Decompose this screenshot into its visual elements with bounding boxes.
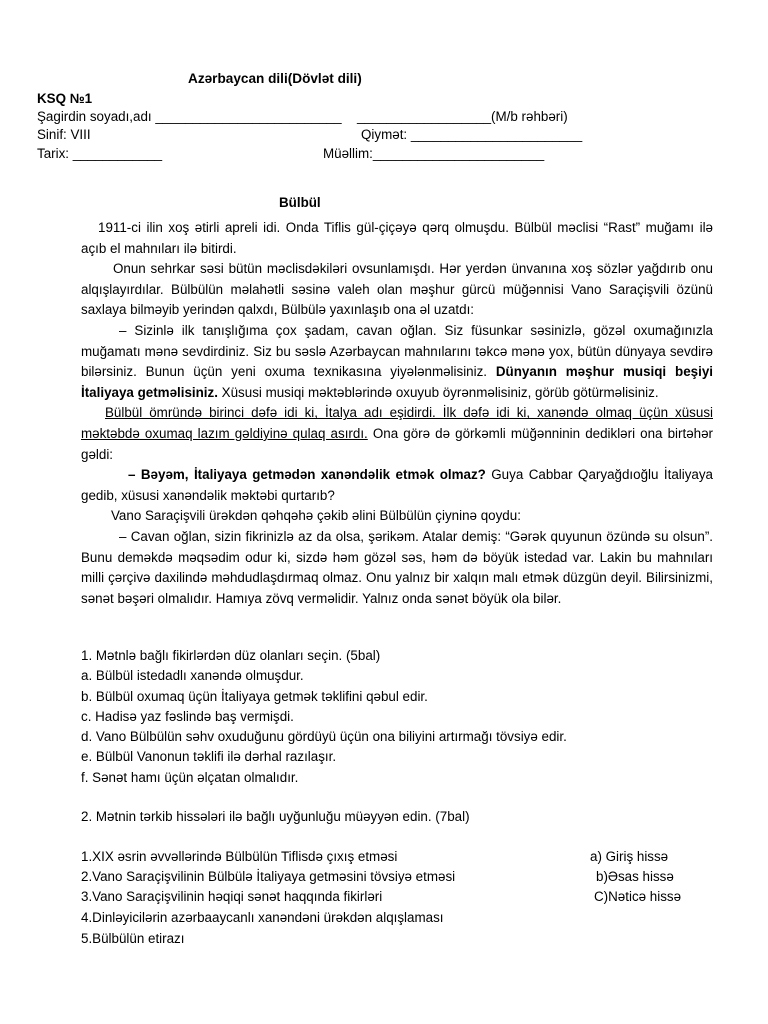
question-1-option: a. Bülbül istedadlı xanəndə olmuşdur. [81, 668, 304, 684]
underlined-sentence: Bülbül ömründə birinci dəfə idi ki, İtalya adı eşidirdi. İlk dəfə idi ki, xanəndə olmaq üçün xüsusi məktəbdə oxumaq lazım gəldiyinə qulaq asırdı. [81, 405, 713, 441]
story-paragraph-1: 1911-ci ilin xoş ətirli apreli idi. Onda Tiflis gül-çiçəyə qərq olmuşdu. Bülbül məclisi “Rast” muğamı ilə açıb el mahnıları ilə bitirdi. [81, 220, 713, 256]
story-paragraph-6: Vano Saraçişvili ürəkdən qəhqəhə çəkib əlini Bülbülün çiyninə qoydu: [111, 508, 521, 524]
story-text [81, 218, 713, 609]
match-row [81, 869, 701, 889]
story-paragraph-4-rest: Ona görə də görkəmli müğənninin dedikləri ona birtəhər gəldi: [81, 425, 714, 462]
match-row [81, 849, 701, 869]
bulbul-question: – Bəyəm, İtaliyaya getmədən xanəndəlik etmək olmaz? [128, 467, 486, 483]
story-paragraph-4 [81, 403, 713, 465]
story-paragraph-5 [81, 465, 713, 506]
date-line: Tarix: ____________ [37, 146, 163, 161]
match-item: 5.Bülbülün etirazı [81, 931, 185, 946]
story-paragraph-3 [81, 321, 713, 403]
story-paragraph-2: Onun sehrkar səsi bütün məclisdəkiləri ovsunlamışdı. Hər yerdən ünvanına xoş sözlər yağdırıb onu alqışlayırdılar. Bülbülün məlahətli səsinə valeh olan məşhur gürcü müğənnisi Vano Saraçişvili özünü saxlaya bilməyib yerindən qalxdı, Bülbülə yaxınlaşıb ona əl uzatdı: [81, 261, 713, 318]
match-item: 4.Dinləyicilərin azərbaaycanlı xanəndəni ürəkdən alqışlaması [81, 910, 444, 925]
story-paragraph-7: – Cavan oğlan, sizin fikrinizlə az da olsa, şərikəm. Atalar demiş: “Gərək quyunun özündə su olsun”. Bunu deməkdə məqsədim odur ki, sizdə həm gözəl səs, həm də böyük istedad var. Lakin bu mahnıları milli çərçivə daxilində məhdudlaşdırmaq olmaz. Onu yalnız bir xalqın malı etmək düzgün deyil. Bilirsinizmi, sənət bəşəri olmalıdır. Hamıya zövq verməlidir. Yalnız onda sənət böyük ola bilər. [81, 528, 713, 606]
student-name-line: Şagirdin soyadı,adı _________________________ [37, 109, 342, 124]
match-item: 1.XIX əsrin əvvəllərində Bülbülün Tiflisdə çıxış etməsi [81, 849, 398, 864]
class-teacher-line: __________________(M/b rəhbəri) [357, 109, 568, 124]
question-1-prompt: 1. Mətnlə bağlı fikirlərdən düz olanları seçin. (5bal) [81, 648, 381, 663]
question-1-option: f. Sənət hamı üçün əlçatan olmalıdır. [81, 769, 299, 785]
match-row [81, 931, 701, 951]
vano-speech-1: – Sizinlə ilk tanışlığıma çox şadam, cavan oğlan. Siz füsunkar səsinizlə, gözəl oxumağınızla muğamatı mənə sevdirdiniz. Siz bu səslə Azərbaycan mahnılarını təkcə mənə yox, bütün dünyaya sevdirə bilərsiniz. Bunun üçün yeni oxuma texnikasına yiyələnməlisiniz. [81, 322, 713, 380]
match-item: 2.Vano Saraçişvilinin Bülbülə İtaliyaya getməsini tövsiyə etməsi [81, 869, 456, 884]
test-code: KSQ №1 [37, 91, 93, 106]
question-2-prompt: 2. Mətnin tərkib hissələri ilə bağlı uyğunluğu müəyyən edin. (7bal) [81, 809, 470, 824]
match-row [81, 910, 701, 930]
question-1 [81, 646, 721, 788]
grade-line: Qiymət: _______________________ [361, 127, 583, 142]
match-part: b)Əsas hissə [596, 869, 674, 884]
vano-speech-2: Xüsusi musiqi məktəblərində oxuyub öyrənməlisiniz, görüb götürməlisiniz. [217, 384, 659, 400]
question-1-option: b. Bülbül oxumaq üçün İtaliyaya getmək təklifini qəbul edir. [81, 688, 428, 704]
question-1-option: c. Hadisə yaz fəslində baş vermişdi. [81, 708, 294, 724]
match-item: 3.Vano Saraçişvilinin həqiqi sənət haqqında fikirləri [81, 889, 383, 904]
question-1-option: e. Bülbül Vanonun təklifi ilə dərhal razılaşır. [81, 749, 337, 765]
match-row [81, 889, 701, 909]
question-1-option: d. Vano Bülbülün səhv oxuduğunu gördüyü üçün ona biliyini artırmağı tövsiyə edir. [81, 729, 567, 745]
vano-speech-bold: Dünyanın məşhur musiqi beşiyi İtaliyaya getməlisiniz. [81, 364, 713, 400]
instructor-line: Müəllim:_______________________ [323, 146, 545, 161]
story-title: Bülbül [279, 195, 321, 210]
match-part: C)Nəticə hissə [594, 889, 682, 904]
match-part: a) Giriş hissə [590, 849, 669, 864]
bulbul-question-rest: Guya Cabbar Qaryağdıoğlu İtaliyaya gedib, xüsusi xanəndəlik məktəbi qurtarıb? [81, 467, 713, 503]
class-line: Sinif: VIII [37, 127, 91, 142]
subject-title: Azərbaycan dili(Dövlət dili) [188, 71, 362, 86]
